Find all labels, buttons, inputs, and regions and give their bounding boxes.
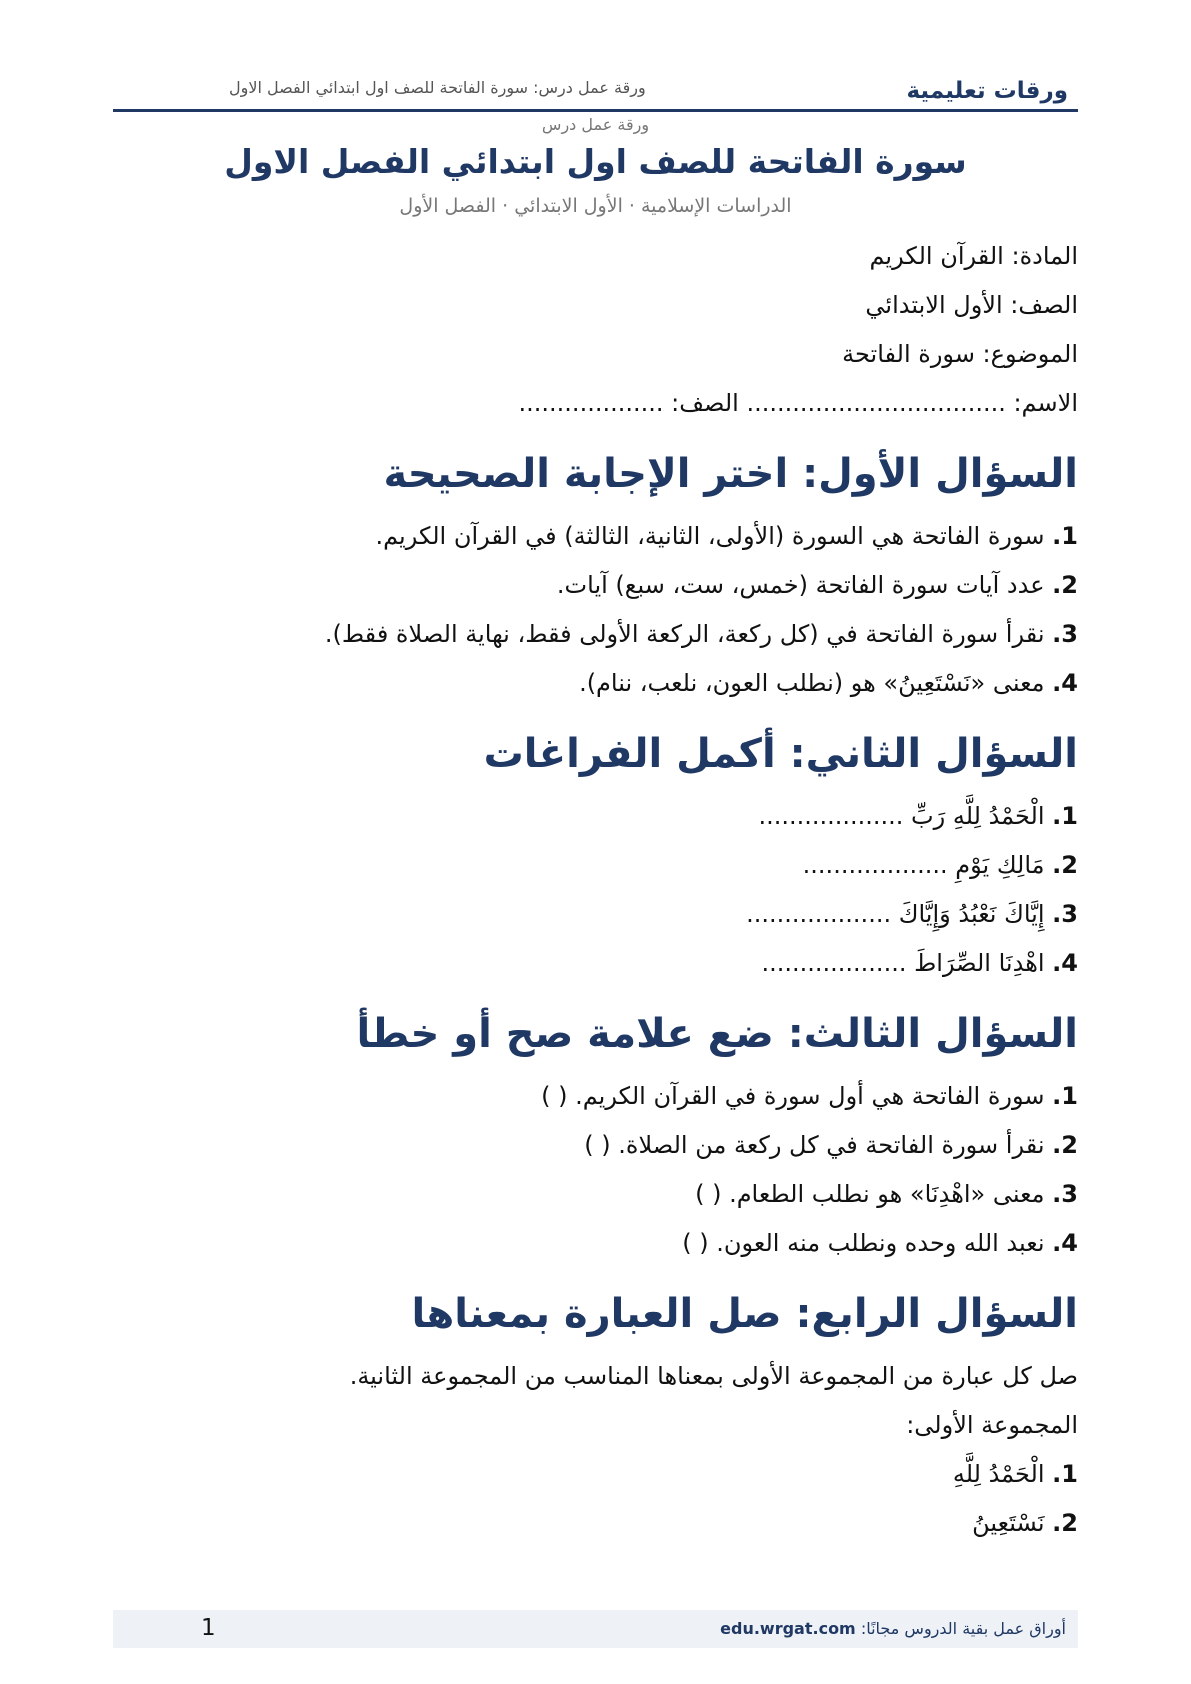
item-number: 2. xyxy=(1052,1509,1078,1537)
item-text: عدد آيات سورة الفاتحة (خمس، ست، سبع) آيات. xyxy=(556,571,1045,599)
item-text: إِيَّاكَ نَعْبُدُ وَإِيَّاكَ ................... xyxy=(746,900,1045,928)
q3-item xyxy=(113,1219,1078,1268)
q3-item xyxy=(113,1121,1078,1170)
q4-item xyxy=(113,1450,1078,1499)
item-text: سورة الفاتحة هي أول سورة في القرآن الكريم. ( ) xyxy=(541,1082,1045,1110)
q2-item xyxy=(113,841,1078,890)
item-number: 3. xyxy=(1052,620,1078,648)
item-text: معنى «اهْدِنَا» هو نطلب الطعام. ( ) xyxy=(695,1180,1045,1208)
item-text: اهْدِنَا الصِّرَاطَ ................... xyxy=(761,949,1045,977)
item-number: 1. xyxy=(1052,802,1078,830)
footer-promo-text: أوراق عمل بقية الدروس مجانًا: xyxy=(860,1619,1066,1638)
worksheet-content xyxy=(113,232,1078,1548)
question-4-heading: السؤال الرابع: صل العبارة بمعناها xyxy=(411,1291,1078,1337)
item-number: 4. xyxy=(1052,1229,1078,1257)
q3-item xyxy=(113,1170,1078,1219)
q4-instruction: صل كل عبارة من المجموعة الأولى بمعناها المناسب من المجموعة الثانية. xyxy=(349,1362,1078,1390)
meta-topic: الموضوع: سورة الفاتحة xyxy=(842,340,1078,368)
page-number: 1 xyxy=(201,1615,216,1641)
q4-item xyxy=(113,1499,1078,1548)
item-text: الْحَمْدُ لِلَّهِ رَبِّ ................... xyxy=(758,802,1045,830)
q1-item xyxy=(113,659,1078,708)
item-text: الْحَمْدُ لِلَّهِ xyxy=(952,1460,1045,1488)
question-1-heading: السؤال الأول: اختر الإجابة الصحيحة xyxy=(383,451,1078,497)
item-number: 1. xyxy=(1052,1460,1078,1488)
brand-name: ورقات تعليمية xyxy=(906,78,1068,104)
footer-site-link[interactable]: edu.wrgat.com xyxy=(720,1619,856,1638)
q3-item xyxy=(113,1072,1078,1121)
doc-title: سورة الفاتحة للصف اول ابتدائي الفصل الاول xyxy=(224,142,967,181)
q1-item xyxy=(113,610,1078,659)
student-name-line: الاسم: .................................. الصف: ................... xyxy=(518,389,1078,417)
group-label: المجموعة الأولى: xyxy=(906,1411,1078,1439)
item-text: معنى «نَسْتَعِينُ» هو (نطلب العون، نلعب، ننام). xyxy=(579,669,1045,697)
meta-grade: الصف: الأول الابتدائي xyxy=(865,291,1078,319)
page-footer xyxy=(113,1610,1078,1648)
q1-item xyxy=(113,512,1078,561)
q1-item xyxy=(113,561,1078,610)
item-text: نقرأ سورة الفاتحة في كل ركعة من الصلاة. ( ) xyxy=(584,1131,1045,1159)
item-number: 3. xyxy=(1052,1180,1078,1208)
item-text: سورة الفاتحة هي السورة (الأولى، الثانية، الثالثة) في القرآن الكريم. xyxy=(375,522,1045,550)
item-number: 2. xyxy=(1052,851,1078,879)
footer-promo xyxy=(720,1619,1066,1638)
item-number: 3. xyxy=(1052,900,1078,928)
item-number: 2. xyxy=(1052,571,1078,599)
meta-subject: المادة: القرآن الكريم xyxy=(869,242,1078,270)
doc-subtitle: الدراسات الإسلامية · الأول الابتدائي · الفصل الأول xyxy=(399,195,792,217)
q2-item xyxy=(113,792,1078,841)
running-title: ورقة عمل درس: سورة الفاتحة للصف اول ابتدائي الفصل الاول xyxy=(229,78,646,97)
item-number: 4. xyxy=(1052,949,1078,977)
q2-item xyxy=(113,939,1078,988)
item-text: مَالِكِ يَوْمِ ................... xyxy=(802,851,1045,879)
item-number: 1. xyxy=(1052,1082,1078,1110)
item-text: نَسْتَعِينُ xyxy=(972,1509,1045,1537)
item-text: نعبد الله وحده ونطلب منه العون. ( ) xyxy=(682,1229,1045,1257)
page-header xyxy=(113,70,1078,112)
item-text: نقرأ سورة الفاتحة في (كل ركعة، الركعة الأولى فقط، نهاية الصلاة فقط). xyxy=(324,620,1045,648)
item-number: 1. xyxy=(1052,522,1078,550)
item-number: 2. xyxy=(1052,1131,1078,1159)
doc-kicker: ورقة عمل درس xyxy=(541,115,650,134)
q2-item xyxy=(113,890,1078,939)
item-number: 4. xyxy=(1052,669,1078,697)
question-2-heading: السؤال الثاني: أكمل الفراغات xyxy=(483,731,1078,777)
question-3-heading: السؤال الثالث: ضع علامة صح أو خطأ xyxy=(356,1011,1078,1057)
